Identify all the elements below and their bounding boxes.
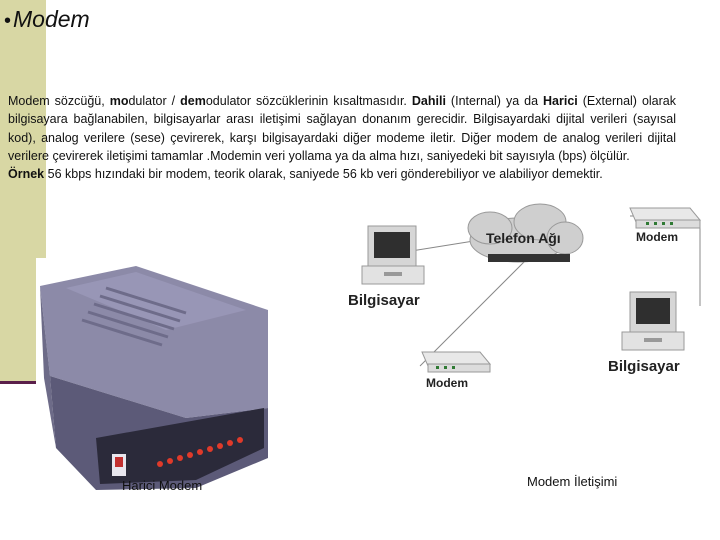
modem-1-icon bbox=[630, 208, 700, 228]
body-text-segment: Modem sözcüğü, bbox=[8, 94, 110, 108]
computer-2-label: Bilgisayar bbox=[608, 358, 680, 375]
slide-title bbox=[4, 6, 90, 33]
modem-communication-diagram bbox=[340, 196, 720, 396]
body-paragraph bbox=[8, 92, 676, 183]
body-bold-segment: dem bbox=[180, 94, 206, 108]
body-bold-segment: mo bbox=[109, 94, 129, 108]
modem-2-label: Modem bbox=[426, 376, 468, 390]
modem-1-label: Modem bbox=[636, 230, 678, 244]
body-text-segment: 56 kbps hızındaki bir modem, teorik olarak, saniyede 56 kb veri gönderebiliyor ve alabiliyor demektir. bbox=[44, 167, 603, 182]
body-text-segment: odulator sözcüklerinin kısaltmasıdır. bbox=[205, 94, 412, 108]
diagram-caption: Modem İletişimi bbox=[527, 474, 618, 489]
body-text-segment: (External) olarak bilgisayara bağlanabilen, bilgisayarlar arası iletişimi sağlayan donanım gerecidir. Bilgisayardaki dijital verileri (sayısal kod), analog verilere (sese) çevirerek, karşı bilgisayardaki diğer modeme iletir. Diğer modem de analog verileri dijital verilere çevirerek iletişimi tamamlar .Modemin veri yollama ya da alma hızı, saniyedeki bit sayısıyla (bps) ölçülür. bbox=[8, 94, 676, 163]
title-text: Modem bbox=[13, 6, 90, 32]
computer-1-icon bbox=[362, 226, 424, 284]
body-text-segment: (Internal) ya da bbox=[445, 94, 544, 108]
cloud-label: Telefon Ağı bbox=[486, 230, 561, 246]
photo-caption: Harici Modem bbox=[122, 478, 203, 493]
body-bold-segment: Harici bbox=[543, 94, 578, 108]
body-bold-segment: Örnek bbox=[8, 167, 45, 182]
external-modem-photo bbox=[36, 258, 270, 500]
computer-1-label: Bilgisayar bbox=[348, 292, 420, 309]
body-bold-segment: Dahili bbox=[411, 94, 446, 108]
body-text-segment: dulator / bbox=[128, 94, 181, 108]
computer-2-icon bbox=[622, 292, 684, 350]
modem-2-icon bbox=[422, 352, 490, 372]
title-bullet: • bbox=[4, 10, 12, 32]
